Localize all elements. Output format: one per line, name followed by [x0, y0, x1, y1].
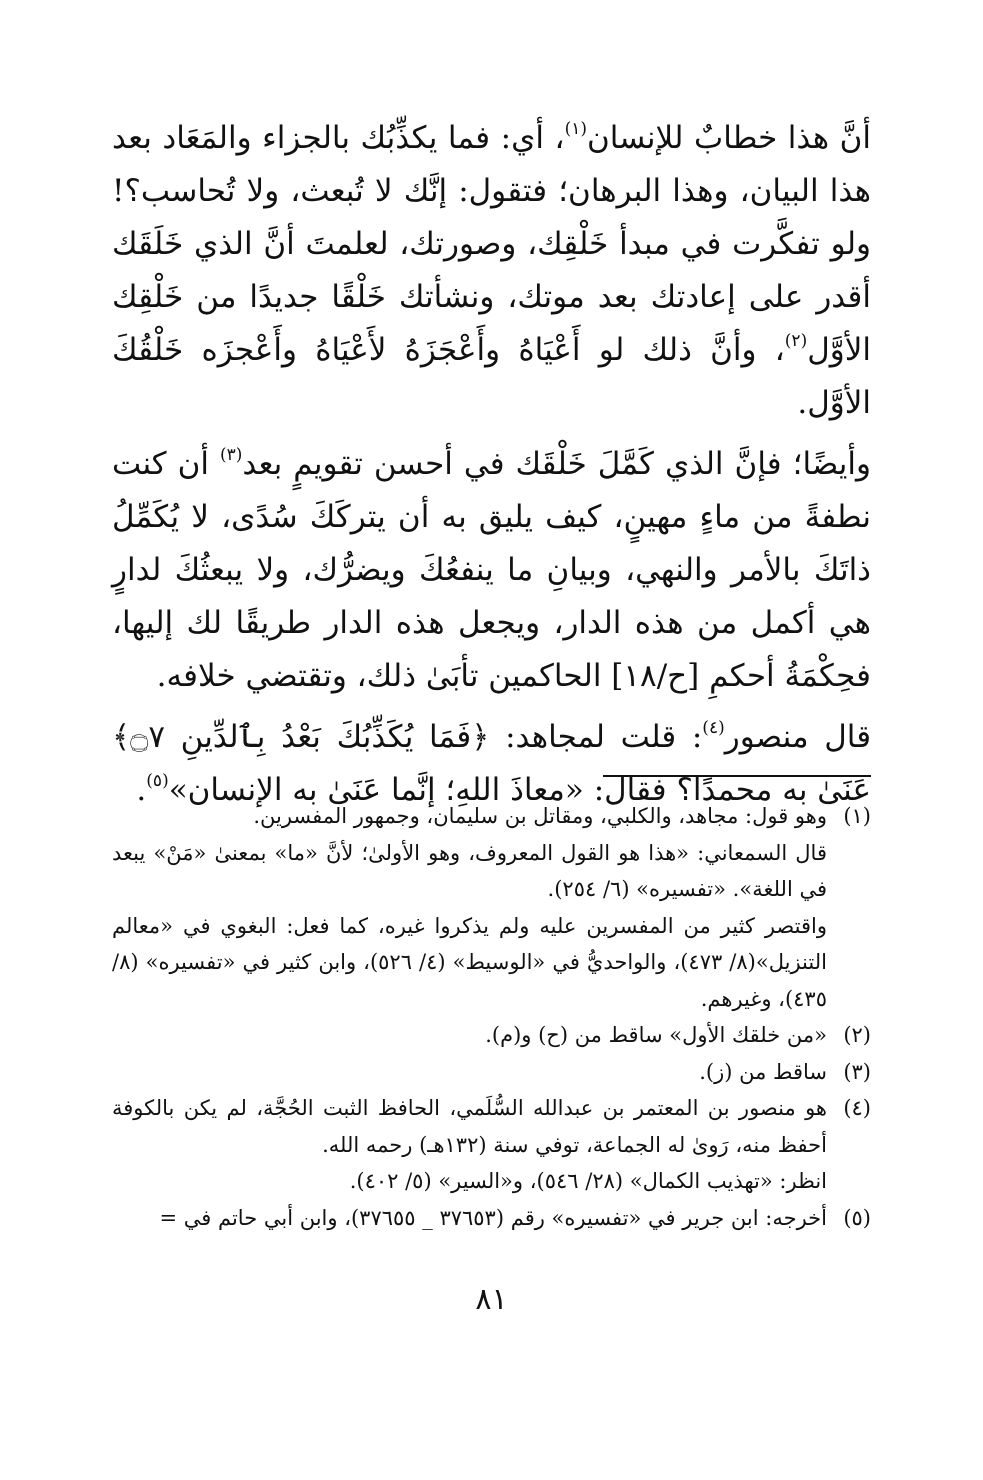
text-run: : قلت لمجاهد: ﴿فَمَا يُكَذِّبُكَ بَعْدُ بِٱلدِّينِ ۝٧﴾ عَنَىٰ به محمدًا؟ فقال: «معاذَ اللهِ؛ إنَّما عَنَىٰ به الإنسان»: [112, 719, 871, 808]
footnote-body: [112, 1017, 827, 1054]
text-run: قال منصور: [724, 719, 872, 755]
footnote-separator: [603, 775, 871, 777]
main-text: [112, 112, 871, 817]
footnote-body: [112, 1054, 827, 1091]
footnote-4: [112, 1090, 871, 1200]
footnote-body: [112, 798, 827, 1017]
footnote-body: [112, 1200, 827, 1237]
footnotes: [112, 798, 871, 1236]
footnote-number: (٣): [843, 1059, 871, 1084]
footnote-ref-2: (٢): [784, 331, 808, 351]
footnote-number: (١): [843, 804, 871, 828]
footnote-number: (٤): [843, 1096, 871, 1120]
footnote-number: (٢): [843, 1023, 871, 1047]
paragraph-2: [112, 438, 871, 703]
footnote-text: وهو قول: مجاهد، والكلبي، ومقاتل بن سليمان، وجمهور المفسرين.: [253, 804, 827, 828]
text-run: ، وأنَّ ذلك لو أَعْيَاهُ وأَعْجَزَهُ لأَعْيَاهُ وأَعْجزَه خَلْقُكَ الأوَّل.: [112, 332, 871, 421]
page-number: ٨١: [475, 1282, 508, 1317]
footnote-text: أخرجه: ابن جرير في «تفسيره» رقم (٣٧٦٥٣ _ ٣٧٦٥٥)، وابن أبي حاتم في =: [159, 1205, 827, 1230]
footnote-2: [112, 1017, 871, 1054]
text-run: ، أي: فما يكذِّبُك بالجزاء والمَعَاد بعد هذا البيان، وهذا البرهان؛ فتقول: إنَّك لا تُبعث، ولا تُحاسب؟! ولو تفكَّرت في مبدأ خَلْقِك، وصورتك، لعلمتَ أنَّ الذي خَلَقَك أقدر على إعادتك بعد موتك، ونشأتك خَلْقًا جديدًا من خَلْقِك الأوَّل: [112, 120, 871, 368]
paragraph-1: [112, 112, 871, 430]
footnote-text: واقتصر كثير من المفسرين عليه ولم يذكروا غيره، كما فعل: البغوي في «معالم التنزيل»(٨/ ٤٧٣)، والواحديُّ في «الوسيط» (٤/ ٥٢٦)، وابن كثير في «تفسيره» (٨/ ٤٣٥)، وغيرهم.: [112, 913, 827, 1011]
footnote-3: [112, 1054, 871, 1091]
footnote-ref-4: (٤): [702, 718, 725, 738]
footnote-text: انظر: «تهذيب الكمال» (٢٨/ ٥٤٦)، و«السير» (٥/ ٤٠٢).: [349, 1169, 827, 1193]
footnote-1: [112, 798, 871, 1017]
footnote-number: (٥): [843, 1205, 871, 1230]
footnote-ref-3: (٣): [219, 445, 243, 465]
manuscript-page-marker: [ح/١٨]: [601, 658, 710, 694]
footnote-text: هو منصور بن المعتمر بن عبدالله السُّلَمي، الحافظ الثبت الحُجَّة، لم يكن بالكوفة أحفظ منه، رَوىٰ له الجماعة، توفي سنة (١٣٢هـ) رحمه الله.: [112, 1096, 827, 1157]
footnote-text: ساقط من (ز).: [699, 1059, 827, 1084]
text-run: .: [136, 772, 147, 808]
text-run: أن كنت نطفةً من ماءٍ مهينٍ، كيف يليق به أن يتركَكَ سُدًى، لا يُكَمِّلُ ذاتَكَ بالأمر والنهي، وبيانِ ما ينفعُكَ ويضرُّك، ولا يبعثُكَ لدارٍ هي أكمل من هذه الدار، ويجعل هذه الدار طريقًا لك إليها، فحِكْمَةُ أحكمِ: [112, 446, 871, 694]
text-run: الحاكمين تأبَىٰ ذلك، وتقتضي خلافه.: [156, 658, 602, 694]
footnote-body: [112, 1090, 827, 1200]
footnote-ref-5: (٥): [146, 771, 169, 791]
text-run: أنَّ هذا خطابٌ للإنسان: [587, 120, 871, 156]
footnote-text: قال السمعاني: «هذا هو القول المعروف، وهو الأولىٰ؛ لأنَّ «ما» بمعنىٰ «مَنْ» يبعد في اللغة». «تفسيره» (٦/ ٢٥٤).: [112, 840, 827, 901]
text-run: وأيضًا؛ فإنَّ الذي كَمَّلَ خَلْقَك في أحسن تقويمٍ بعد: [242, 446, 871, 482]
footnote-text: «من خلقك الأول» ساقط من (ح) و(م).: [485, 1023, 827, 1047]
footnote-ref-1: (١): [564, 119, 587, 139]
footnote-5: [112, 1200, 871, 1237]
